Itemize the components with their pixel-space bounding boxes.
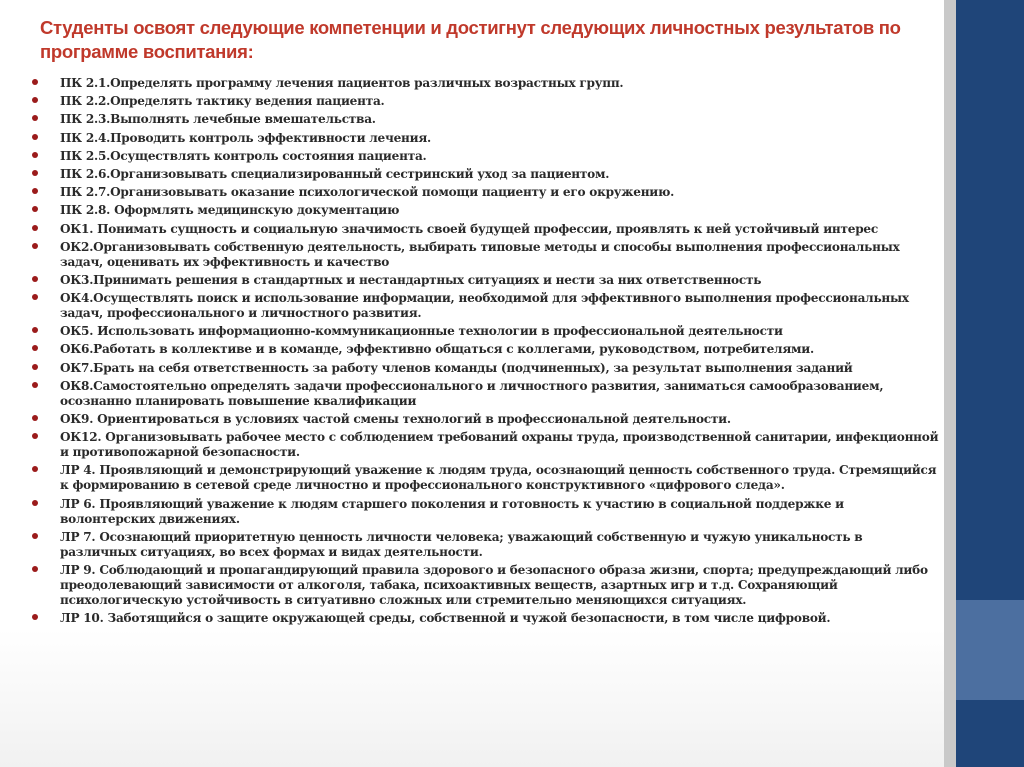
bullet-icon <box>32 382 38 388</box>
bullet-icon <box>32 433 38 439</box>
bullet-icon <box>32 115 38 121</box>
list-item <box>32 76 940 91</box>
list-item <box>32 185 940 200</box>
list-item-text: ОК2.Организовывать собственную деятельность, выбирать типовые методы и способы выполнения профессиональных задач, оценивать их эффективность и качество <box>60 239 900 269</box>
list-item <box>32 324 940 339</box>
competency-list <box>32 76 940 629</box>
bullet-icon <box>32 466 38 472</box>
list-item <box>32 291 940 321</box>
list-item-text: ОК8.Самостоятельно определять задачи профессионального и личностного развития, заниматься самообразованием, осознанно планировать повышение квалификации <box>60 378 884 408</box>
bullet-icon <box>32 500 38 506</box>
list-item-text: ПК 2.2.Определять тактику ведения пациента. <box>60 94 385 109</box>
list-item <box>32 203 940 218</box>
list-item <box>32 379 940 409</box>
list-item <box>32 273 940 288</box>
list-item <box>32 94 940 109</box>
list-item-text: ОК12. Организовывать рабочее место с соблюдением требований охраны труда, производственной санитарии, инфекционной и противопожарной безопасности. <box>60 430 939 460</box>
list-item <box>32 240 940 270</box>
list-item-text: ОК3.Принимать решения в стандартных и нестандартных ситуациях и нести за них ответственность <box>60 272 762 287</box>
list-item-text: ЛР 10. Заботящийся о защите окружающей среды, собственной и чужой безопасности, в том числе цифровой. <box>60 611 831 626</box>
list-item <box>32 342 940 357</box>
bullet-icon <box>32 566 38 572</box>
list-item <box>32 149 940 164</box>
bullet-icon <box>32 533 38 539</box>
list-item-text: ОК5. Использовать информационно-коммуникационные технологии в профессиональной деятельности <box>60 324 783 339</box>
list-item-text: ОК7.Брать на себя ответственность за работу членов команды (подчиненных), за результат выполнения заданий <box>60 360 853 375</box>
bullet-icon <box>32 97 38 103</box>
slide-title: Студенты освоят следующие компетенции и достигнут следующих личностных результатов по программе воспитания: <box>40 17 901 62</box>
bullet-icon <box>32 225 38 231</box>
list-item-text: ОК4.Осуществлять поиск и использование информации, необходимой для эффективного выполнения профессиональных задач, профессионального и личностного развития. <box>60 291 909 321</box>
list-item-text: ПК 2.4.Проводить контроль эффективности лечения. <box>60 130 432 145</box>
list-item-text: ОК1. Понимать сущность и социальную значимость своей будущей профессии, проявлять к ней устойчивый интерес <box>60 221 878 236</box>
list-item <box>32 563 940 608</box>
list-item-text: ЛР 6. Проявляющий уважение к людям старшего поколения и готовность к участию в социальной поддержке и волонтерских движениях. <box>60 496 844 526</box>
list-item-text: ОК9. Ориентироваться в условиях частой смены технологий в профессиональной деятельности. <box>60 412 731 426</box>
list-item <box>32 611 940 626</box>
bullet-icon <box>32 294 38 300</box>
right-decor-accent <box>956 600 1024 700</box>
bullet-icon <box>32 134 38 140</box>
list-item <box>32 530 940 560</box>
bullet-icon <box>32 243 38 249</box>
bullet-icon <box>32 188 38 194</box>
bullet-icon <box>32 327 38 333</box>
list-item <box>32 222 940 237</box>
bullet-icon <box>32 79 38 85</box>
list-item <box>32 131 940 146</box>
list-item-text: ПК 2.6.Организовывать специализированный сестринский уход за пациентом. <box>60 166 610 181</box>
list-item-text: ПК 2.1.Определять программу лечения пациентов различных возрастных групп. <box>60 76 624 90</box>
list-item-text: ПК 2.5.Осуществлять контроль состояния пациента. <box>60 148 427 163</box>
list-item-text: ПК 2.3.Выполнять лечебные вмешательства. <box>60 112 376 127</box>
list-item-text: ЛР 4. Проявляющий и демонстрирующий уважение к людям труда, осознающий ценность собственного труда. Стремящийся к формированию в сетевой среде личностно и профессионального конструктивного «цифрового следа». <box>60 463 937 493</box>
list-item <box>32 497 940 527</box>
bullet-icon <box>32 614 38 620</box>
bullet-icon <box>32 415 38 421</box>
list-item <box>32 167 940 182</box>
list-item <box>32 430 940 460</box>
list-item <box>32 463 940 493</box>
bullet-icon <box>32 276 38 282</box>
list-item <box>32 112 940 127</box>
bullet-icon <box>32 206 38 212</box>
bullet-icon <box>32 152 38 158</box>
list-item-text: ЛР 9. Соблюдающий и пропагандирующий правила здорового и безопасного образа жизни, спорта; предупреждающий либо преодолевающий зависимости от алкоголя, табака, психоактивных веществ, азартных игр и т.д. Сохраняющий психологическую устойчивость в ситуативно сложных или стремительно меняющихся ситуациях. <box>60 562 928 607</box>
list-item-text: ПК 2.7.Организовывать оказание психологической помощи пациенту и его окружению. <box>60 185 675 200</box>
list-item <box>32 361 940 376</box>
list-item <box>32 412 940 427</box>
bullet-icon <box>32 170 38 176</box>
list-item-text: ПК 2.8. Оформлять медицинскую документацию <box>60 203 400 218</box>
bullet-icon <box>32 364 38 370</box>
bullet-icon <box>32 345 38 351</box>
list-item-text: ОК6.Работать в коллективе и в команде, эффективно общаться с коллегами, руководством, потребителями. <box>60 342 814 357</box>
list-item-text: ЛР 7. Осознающий приоритетную ценность личности человека; уважающий собственную и чужую уникальность в различных ситуациях, во всех формах и видах деятельности. <box>60 529 863 559</box>
